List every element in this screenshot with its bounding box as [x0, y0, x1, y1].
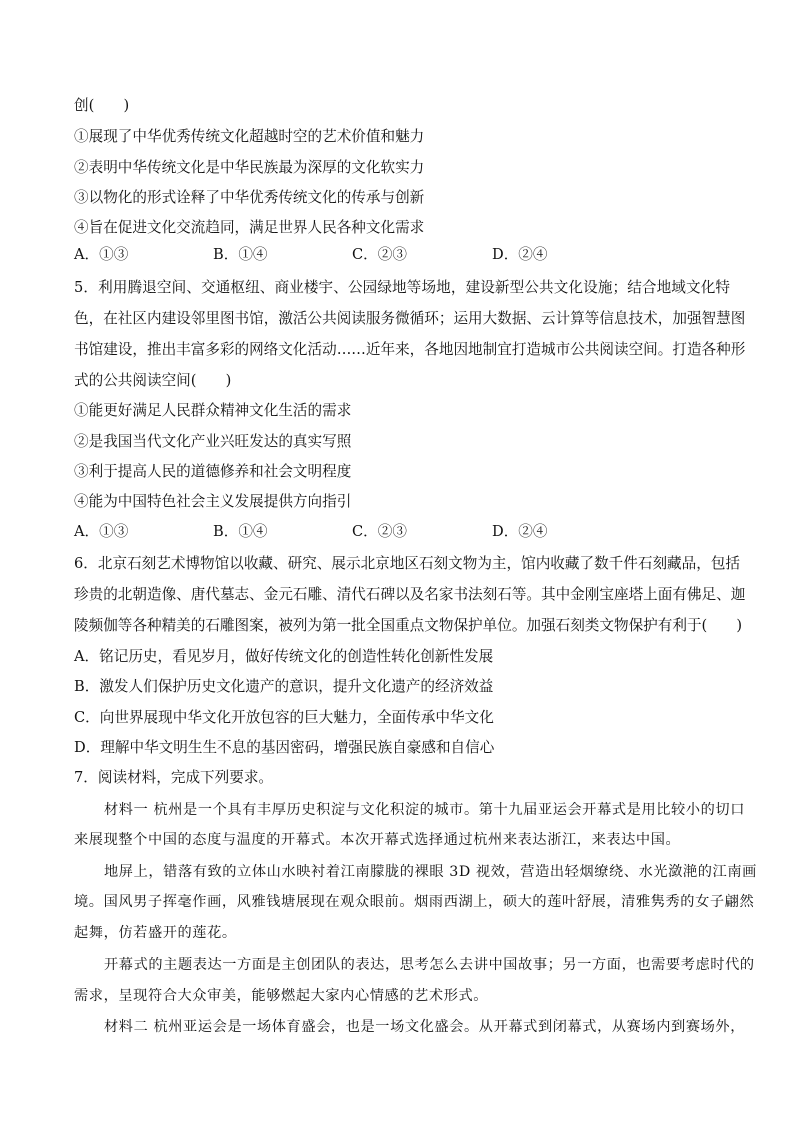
q7-material-line-5: 起舞，仿若盛开的莲花。: [74, 925, 237, 941]
q7-material-line-3: 地屏上，错落有致的立体山水映衬着江南朦胧的裸眼 3D 视效，营造出轻烟缭绕、水光潋滟的江南画: [104, 864, 757, 880]
q4-option-b: B．①④: [213, 246, 268, 263]
q5-option-a: A．①③: [74, 523, 129, 540]
q6-option-b: B．激发人们保护历史文化遗产的意识，提升文化遗产的经济效益: [74, 678, 494, 695]
q6-option-a: A．铭记历史，看见岁月，做好传统文化的创造性转化创新性发展: [74, 648, 494, 665]
q7-material-line-2: 来展现整个中国的态度与温度的开幕式。本次开幕式选择通过杭州来表达浙江，来表达中国。: [74, 832, 681, 848]
q5-option-c: C．②③: [352, 523, 407, 540]
q5-stem-line-2: 色，在社区内建设邻里图书馆，激活公共阅读服务微循环；运用大数据、云计算等信息技术，加强智慧图: [74, 310, 746, 327]
q7-material-line-7: 需求，呈现符合大众审美，能够燃起大家内心情感的艺术形式。: [74, 988, 489, 1004]
q5-stem-line-3: 书馆建设，推出丰富多彩的网络文化活动……近年来，各地因地制宜打造城市公共阅读空间。打造各种形: [74, 341, 746, 358]
q5-option-d: D．②④: [492, 523, 548, 540]
q4-option-c: C．②③: [352, 246, 407, 263]
q4-statement-1: ①展现了中华优秀传统文化超越时空的艺术价值和魅力: [74, 128, 425, 145]
q4-option-a: A．①③: [74, 246, 129, 263]
q6-stem-line-3: 陵频伽等各种精美的石雕图案，被列为第一批全国重点文物保护单位。加强石刻类文物保护有利于( ): [74, 617, 743, 634]
q6-stem-line-1: 6．北京石刻艺术博物馆以收藏、研究、展示北京地区石刻文物为主，馆内收藏了数千件石刻藏品，包括: [74, 555, 741, 572]
q5-options: [74, 522, 730, 542]
q4-options: [74, 245, 730, 265]
q4-statement-3: ③以物化的形式诠释了中华优秀传统文化的传承与创新: [74, 189, 425, 206]
q4-stem-tail: 创( ): [74, 97, 130, 114]
q4-statement-2: ②表明中华传统文化是中华民族最为深厚的文化软实力: [74, 159, 425, 176]
q7-material-line-4: 境。国风男子挥毫作画，风雅钱塘展现在观众眼前。烟雨西湖上，硕大的莲叶舒展，清雅隽秀的女子翩然: [74, 894, 755, 910]
q6-option-d: D．理解中华文明生生不息的基因密码，增强民族自豪感和自信心: [74, 739, 495, 756]
q4-statement-4: ④旨在促进文化交流趋同，满足世界人民各种文化需求: [74, 219, 425, 236]
q5-statement-3: ③利于提高人民的道德修养和社会文明程度: [74, 463, 352, 480]
q6-stem-line-2: 珍贵的北朝造像、唐代墓志、金元石雕、清代石碑以及名家书法刻石等。其中金刚宝座塔上面有佛足、迦: [74, 586, 746, 603]
q5-statement-1: ①能更好满足人民群众精神文化生活的需求: [74, 402, 352, 419]
q7-material-line-6: 开幕式的主题表达一方面是主创团队的表达，思考怎么去讲中国故事；另一方面，也需要考虑时代的: [104, 957, 755, 973]
q6-option-c: C．向世界展现中华文化开放包容的巨大魅力，全面传承中华文化: [74, 709, 494, 726]
q5-stem-line-1: 5．利用腾退空间、交通枢纽、商业楼宇、公园绿地等场地，建设新型公共文化设施；结合地域文化特: [74, 279, 730, 296]
q5-option-b: B．①④: [213, 523, 268, 540]
q7-material-line-1: 材料一 杭州是一个具有丰厚历史积淀与文化积淀的城市。第十九届亚运会开幕式是用比较小的切口: [104, 802, 745, 818]
q5-statement-2: ②是我国当代文化产业兴旺发达的真实写照: [74, 433, 352, 450]
q5-stem-line-4: 式的公共阅读空间( ): [74, 372, 232, 389]
q7-material-line-8: 材料二 杭州亚运会是一场体育盛会，也是一场文化盛会。从开幕式到闭幕式，从赛场内到赛场外，: [104, 1019, 745, 1035]
q7-stem: 7．阅读材料，完成下列要求。: [74, 769, 274, 786]
q5-statement-4: ④能为中国特色社会主义发展提供方向指引: [74, 493, 352, 510]
q4-option-d: D．②④: [492, 246, 548, 263]
